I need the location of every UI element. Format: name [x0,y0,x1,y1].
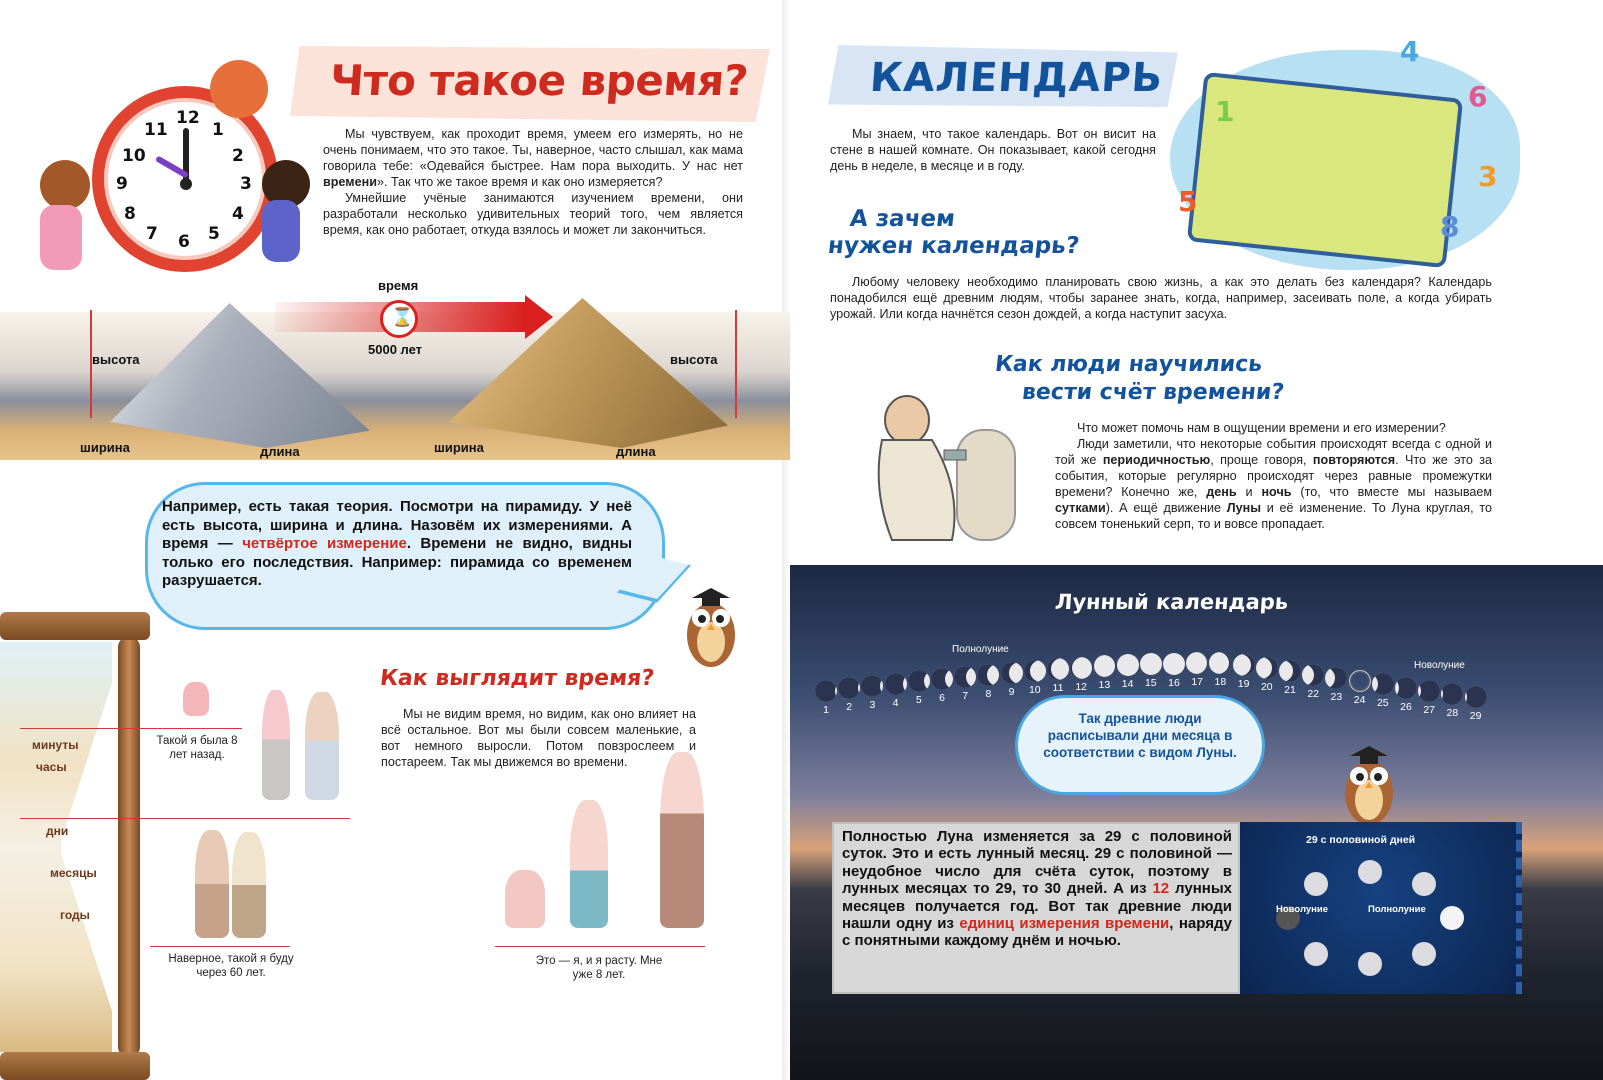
clock-number: 4 [232,204,244,224]
hourglass-label: годы [60,908,90,922]
timeline-line [495,946,705,947]
moon-day-number: 26 [1400,700,1412,713]
diagram-moon [1358,952,1382,976]
child-body [40,205,82,270]
speech-bubble-text: Например, есть такая теория. Посмотри на пирамиду. У неё есть высота, ширина и длина. Назовём их измерениями. А время — четвёртое измерение. Времени не видно, видны только его последствия. Например: пирамида со временем разрушается. [162,498,633,589]
time-arrow-head [525,295,553,339]
moon-phase-icon [977,664,999,686]
clock-number: 12 [176,108,200,128]
moon-day-number: 14 [1121,678,1134,691]
moon-day-number: 20 [1260,681,1273,694]
diagram-new-moon: Новолуние [1276,904,1328,915]
calendar-intro: Мы знаем, что такое календарь. Вот он висит на стене в нашей комнате. Он показывает, какой сегодня день в неделе, в месяце и в году. [830,127,1156,173]
clock-number: 7 [146,224,158,244]
moon-phase-icon [1465,686,1487,708]
moon-phase-icon [1418,680,1440,702]
moon-phase-icon [954,666,976,688]
moon-day-number: 2 [846,701,853,714]
height-label: высота [92,352,140,367]
years-label: 5000 лет [368,342,423,357]
clock-number: 1 [212,120,224,140]
moon-day-number: 7 [962,689,969,702]
clock-center [180,178,192,190]
moon-phase-icon [908,670,930,692]
moon-phase-icon [885,673,907,695]
clock-number: 5 [208,224,220,244]
moon-day-number: 11 [1052,682,1064,695]
moon-phase-icon [1117,654,1139,676]
heading-why-line2: нужен календарь? [826,233,1081,259]
woman-illustration [305,692,339,800]
heading-how-line2: вести счёт времени? [1020,380,1286,405]
moon-phase-icon [1163,653,1185,675]
heading-why-line1: А зачем [848,206,957,232]
caption-future: Наверное, такой я буду через 60 лет. [168,953,294,979]
moon-day-number: 29 [1469,710,1482,723]
decor-digit: 1 [1215,95,1235,128]
diagram-moon [1358,860,1382,884]
moon-day-number: 6 [939,691,945,704]
diagram-moon [1440,906,1464,930]
look-text: Мы не видим время, но видим, как оно влияет на всё остальное. Вот мы были совсем маленькие, а вот немного выросли. Потом повзрослеем и постареем. Так мы движемся во времени. [381,707,696,769]
clock-number: 9 [116,174,128,194]
diagram-moon [1412,942,1436,966]
heading-how-line1: Как люди научились [993,352,1264,377]
moon-phase-icon [1024,660,1046,682]
decor-digit: 6 [1468,80,1488,113]
decor-digit: 5 [1178,185,1198,218]
moon-phase-icon [1001,662,1023,684]
length-label: длина [616,444,656,459]
clock-number: 8 [124,204,136,224]
lunar-calendar-title: Лунный календарь [1054,590,1290,614]
child-body [262,200,300,262]
diagram-full-moon: Полнолуние [1368,904,1426,915]
diagram-moon [1304,942,1328,966]
hourglass-post [118,637,140,1057]
timeline-line [20,818,350,819]
moon-day-number: 16 [1168,676,1180,689]
moon-phase-icon [1395,677,1417,699]
diagram-moon [1412,872,1436,896]
clock-number: 10 [122,146,146,166]
elderly-woman-illustration [232,832,266,938]
section-heading-look: Как выглядит время? [378,666,656,691]
height-label: высота [670,352,718,367]
diagram-moon [1304,872,1328,896]
page-title-left: Что такое время? [328,56,750,105]
moon-phase-icon [1070,657,1092,679]
moon-day-number: 9 [1008,685,1015,698]
caption-now: Это — я, и я расту. Мне уже 8 лет. [535,955,663,981]
moon-day-number: 28 [1446,706,1459,719]
clock-number: 2 [232,146,244,166]
moon-day-number: 13 [1098,679,1111,692]
decor-digit: 8 [1440,210,1460,243]
caption-past: Такой я была 8 лет назад. [156,735,238,761]
new-moon-label: Новолуние [1414,660,1465,671]
moon-day-number: 22 [1307,687,1320,700]
length-label: длина [260,444,300,459]
full-moon-label: Полнолуние [952,644,1009,655]
why-text: Любому человеку необходимо планировать свою жизнь, а как это делать без календаря? Календарь понадобился ещё древним людям, чтобы заранее знать, когда, например, засеивать поле, а когда убирать урожай. Или когда начнётся сезон дождей, а когда наступит засуха. [830,275,1492,321]
hourglass-label: минуты [32,738,79,752]
owl-icon [1338,738,1400,828]
moon-day-number: 25 [1376,697,1389,710]
hourglass-label: часы [36,760,67,774]
hourglass-glass [0,642,112,1052]
moon-day-number: 5 [915,694,922,707]
hourglass-label: месяцы [50,866,97,880]
ancient-man-illustration [852,390,1022,550]
moon-phase-icon [1302,664,1324,686]
moon-day-number: 24 [1353,694,1366,707]
child-illustration [210,60,268,118]
hourglass-frame-bottom [0,1052,150,1080]
page-gutter [782,0,790,1080]
moon-day-number: 15 [1144,677,1157,690]
moon-phase-icon [1349,670,1371,692]
child-girl-illustration [570,800,608,928]
decor-digit: 4 [1400,35,1420,68]
hourglass-label: дни [46,824,69,838]
hourglass-icon [380,300,418,338]
baby-illustration [183,682,209,716]
clock-number: 11 [144,120,168,140]
moon-day-number: 17 [1191,676,1204,689]
moon-day-number: 23 [1330,690,1343,703]
moon-day-number: 10 [1028,683,1041,696]
timeline-line [20,728,242,729]
clock-number: 6 [178,232,190,252]
moon-phase-icon [931,668,953,690]
owl-icon [680,580,742,670]
width-label: ширина [80,440,130,455]
girl-illustration [262,690,290,800]
lunar-month-text: Полностью Луна изменяется за 29 с половиной суток. Это и есть лунный месяц. 29 с половиной — неудобное число для счёта суток, поэтому в лунных месяцах то 29, то 30 дней. А из 12 лунных месяцев получается год. Вот так древние люди нашли одну из единиц измерения времени, наряду с понятными каждому днём и ночью. [842,828,1232,950]
elderly-woman-illustration [195,830,229,938]
child-illustration [40,160,90,210]
dimension-line [735,310,737,418]
toddler-illustration [505,870,545,928]
diagram-title: 29 с половиной дней [1306,834,1416,846]
moon-day-number: 18 [1214,676,1227,689]
moon-day-number: 12 [1075,680,1088,693]
moon-phase-icon [1372,673,1394,695]
width-label: ширина [434,440,484,455]
moon-day-number: 1 [823,704,829,716]
timeline-line [150,946,290,947]
clock-number: 3 [240,174,252,194]
how-text: Что может помочь нам в ощущении времени и его измерении? Люди заметили, что некоторые события происходят всегда с одной и той же периодичностью, проще говоря, повторяются. Что же это за события, которые регулярно происходят через равные промежутки времени? Конечно же, день и ночь (то, что вместе мы называем сутками). А ещё движение Луны и её изменение. То Луна круглая, то совсем тоненький серп, то и вовсе пропадает. [1055,421,1493,531]
page-title-right: КАЛЕНДАРЬ [868,55,1165,101]
intro-text: Мы чувствуем, как проходит время, умеем его измерять, но не очень понимаем, что это такое. Ты, наверное, часто слышал, как мама говорила тебе: «Одевайся быстрее. Нам пора выходить. У нас нет времени». Так что же такое время и как оно измеряется? Умнейшие учёные занимаются изучением времени, они разработали несколько удивительных теорий того, чем является время, как оно работает, откуда взялось и может ли закончиться. [323,127,743,237]
hourglass-frame-top [0,612,150,640]
moon-phase-icon [1256,657,1278,679]
moon-day-number: 21 [1284,684,1296,697]
cloud-bubble-text: Так древние люди расписывали дни месяца в соответствии с видом Луны. [1043,711,1237,760]
moon-phase-icon [1047,658,1069,680]
moon-day-number: 27 [1423,703,1436,716]
moon-day-number: 3 [869,699,876,711]
moon-day-number: 19 [1237,678,1250,691]
moon-day-number: 4 [892,696,899,709]
moon-phase-icon [815,680,837,702]
lunar-cycle-diagram [1240,822,1522,994]
moon-phase-icon [1140,653,1162,675]
teen-girl-illustration [660,752,704,928]
moon-phase-icon [1233,654,1255,676]
time-label: время [378,278,419,293]
decor-digit: 3 [1478,160,1498,193]
hourglass-illustration [0,612,150,1080]
moon-day-number: 8 [985,687,992,700]
